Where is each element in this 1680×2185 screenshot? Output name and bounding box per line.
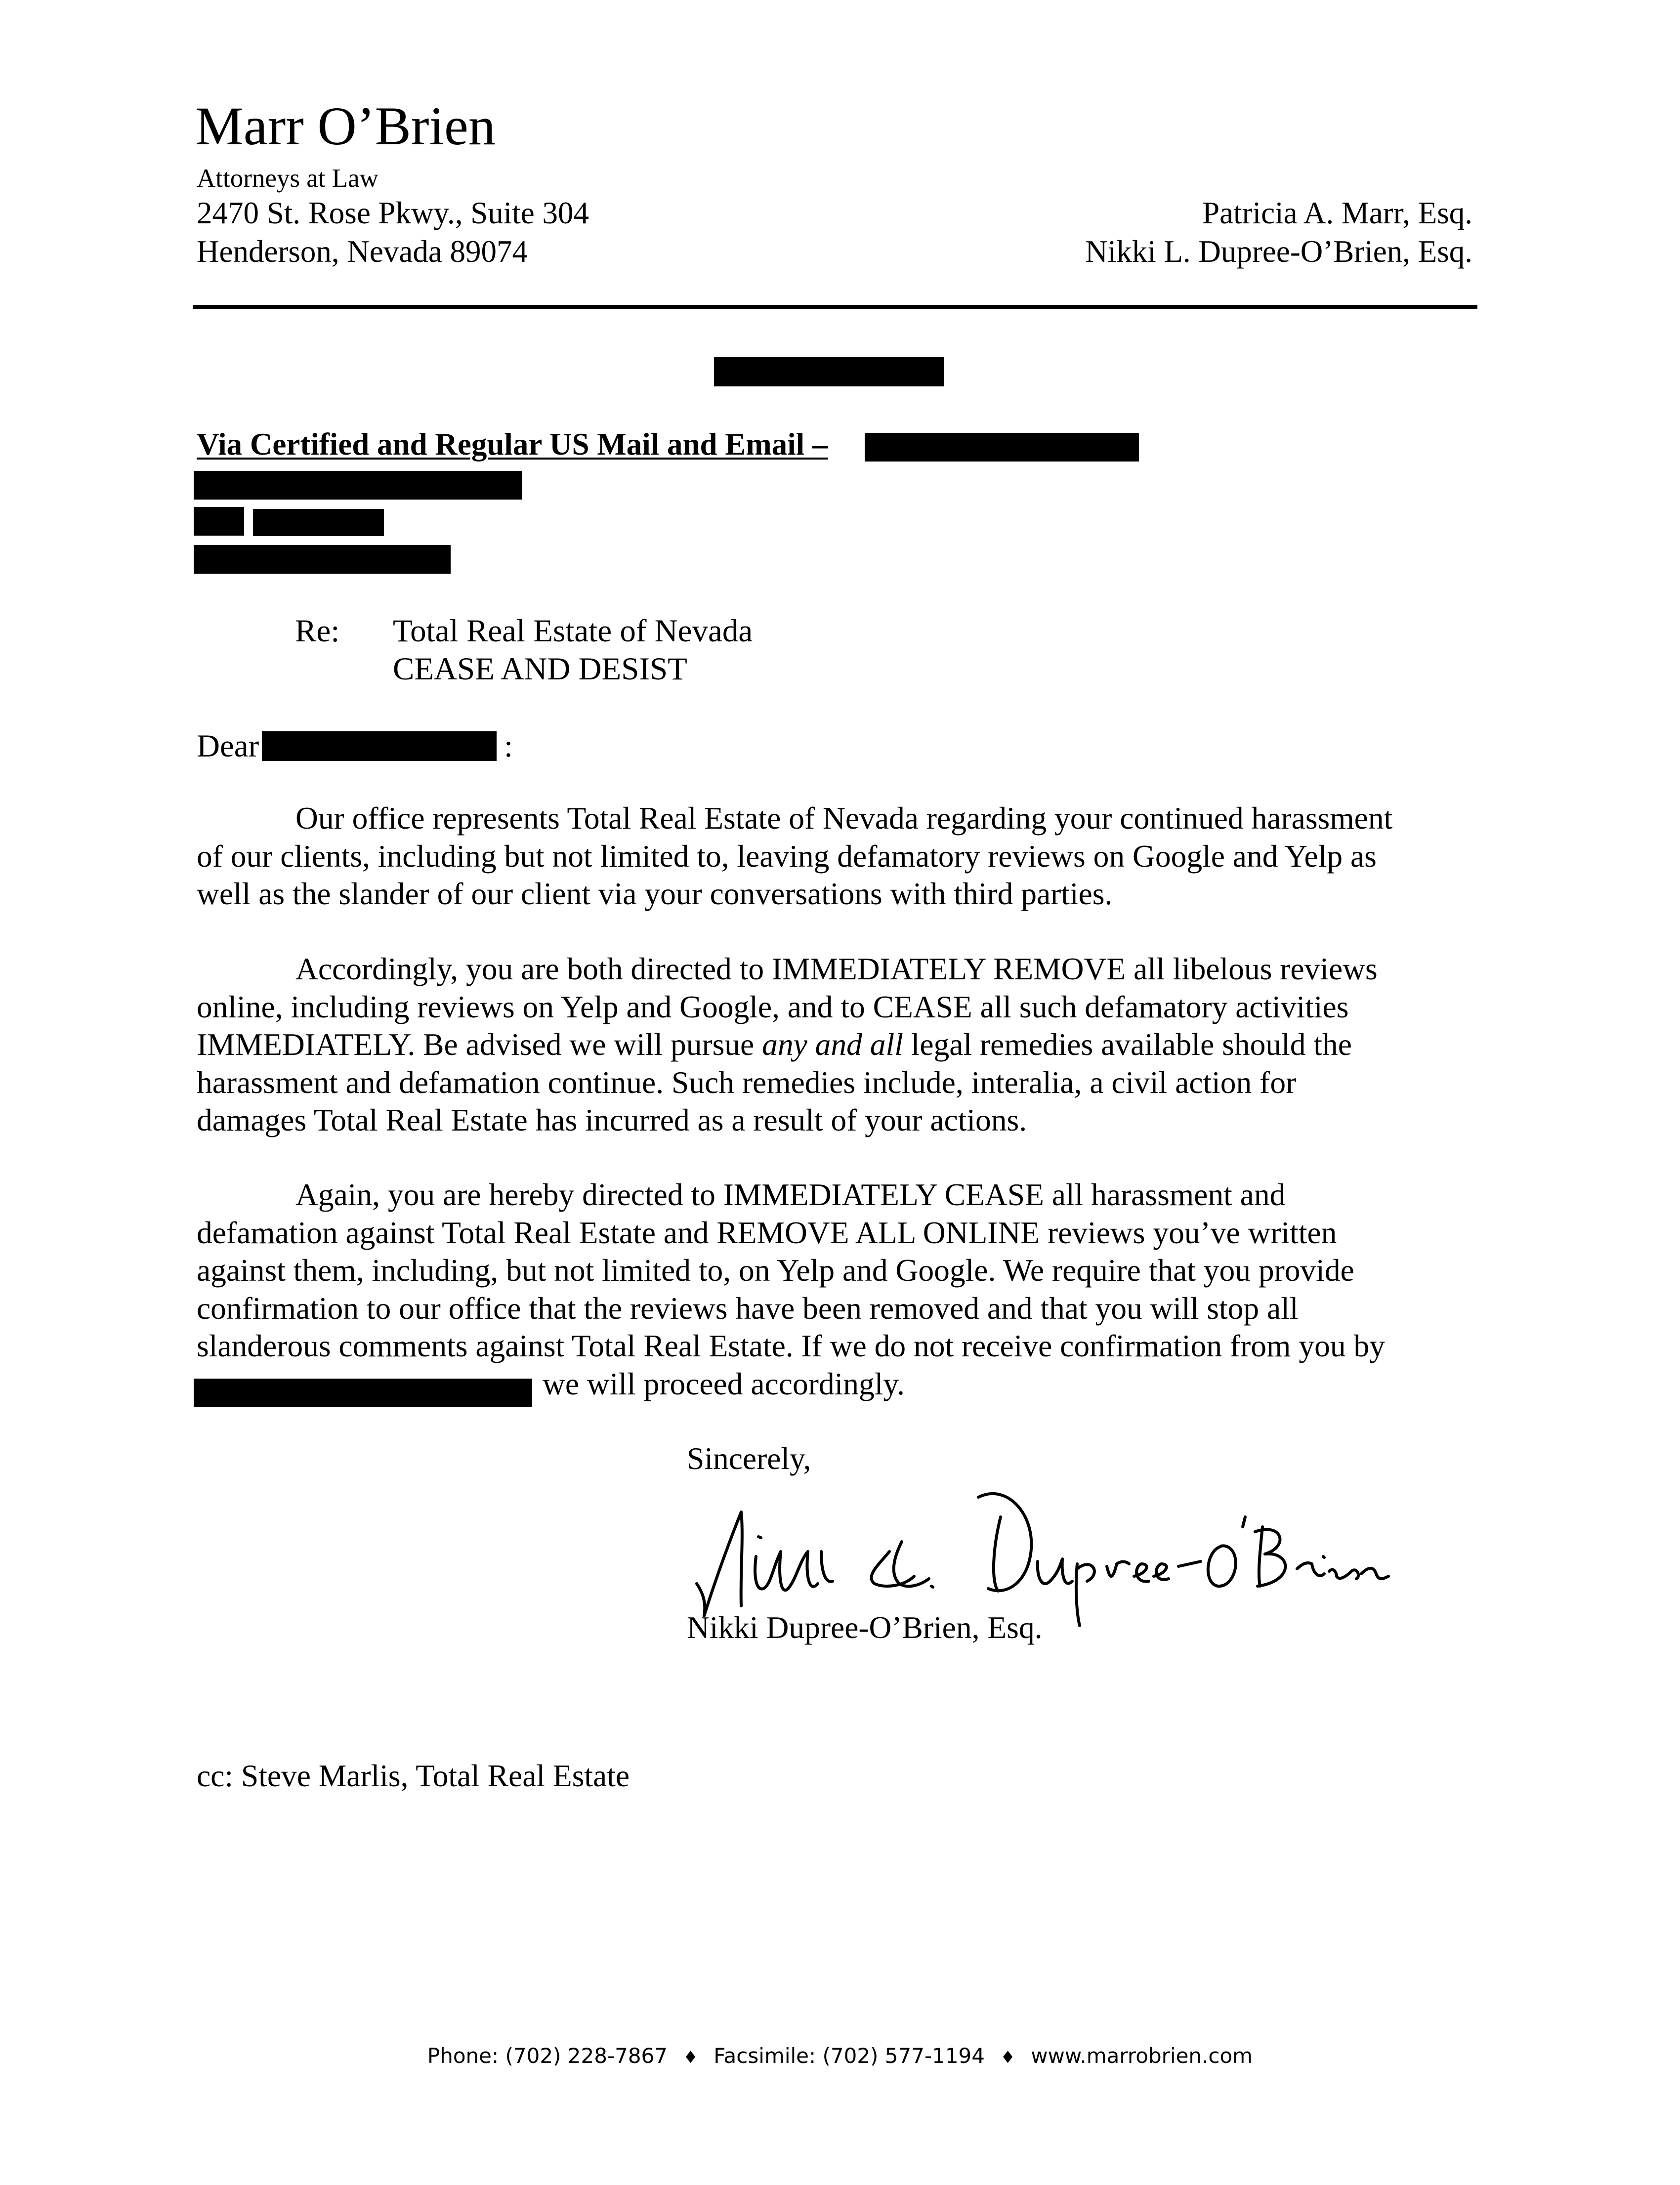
paragraph-3-line-1: Again, you are hereby directed to IMMEDIATELY CEASE all harassment and (295, 1177, 1286, 1212)
firm-name: Marr O’Brien (195, 96, 496, 156)
redacted-city-state (194, 545, 451, 574)
emphasis-any-and-all: any and all (762, 1027, 903, 1062)
footer-website: www.marrobrien.com (1031, 2044, 1253, 2068)
paragraph-2-line-2: online, including reviews on Yelp and Google, and to CEASE all such defamatory activities (197, 989, 1349, 1024)
body-paragraph-3 (197, 1176, 1481, 1403)
redacted-recipient-name (194, 471, 522, 500)
paragraph-3-line-3: against them, including, but not limited to, on Yelp and Google. We require that you provide (197, 1253, 1354, 1288)
redacted-deadline-date (194, 1379, 532, 1407)
paragraph-1-line-1: Our office represents Total Real Estate of Nevada regarding your continued harassment (295, 800, 1393, 836)
diamond-separator-icon: ♦ (683, 2048, 698, 2067)
firm-address-line2: Henderson, Nevada 89074 (197, 234, 528, 269)
paragraph-2-line-4: harassment and defamation continue. Such remedies include, interalia, a civil action for (197, 1064, 1297, 1100)
paragraph-2-line-1: Accordingly, you are both directed to IMMEDIATELY REMOVE all libelous reviews (295, 951, 1378, 986)
subject-line-2: CEASE AND DESIST (393, 651, 687, 687)
subject-label: Re: (295, 613, 340, 649)
attorney-name-2: Nikki L. Dupree-O’Brien, Esq. (1085, 234, 1472, 269)
paragraph-1-line-3: well as the slander of our client via your conversations with third parties. (197, 876, 1113, 911)
footer-fax: Facsimile: (702) 577-1194 (714, 2044, 985, 2068)
diamond-separator-icon: ♦ (1000, 2048, 1015, 2067)
redacted-date (714, 357, 944, 386)
redacted-recipient-salutation (262, 731, 497, 761)
paragraph-3-line-6: we will proceed accordingly. (543, 1366, 905, 1401)
subject-line-1: Total Real Estate of Nevada (393, 613, 753, 649)
letterhead-divider (193, 305, 1477, 309)
salutation-dear: Dear (197, 728, 259, 764)
paragraph-2-line-3-start: IMMEDIATELY. Be advised we will pursue (197, 1027, 762, 1062)
closing-sincerely: Sincerely, (687, 1441, 811, 1476)
paragraph-2-line-3-end: legal remedies available should the (903, 1027, 1352, 1062)
attorney-name-1: Patricia A. Marr, Esq. (1202, 196, 1472, 230)
salutation-colon: : (504, 728, 513, 764)
redacted-address-street (253, 509, 384, 536)
firm-subtitle: Attorneys at Law (197, 164, 378, 193)
paragraph-1-line-2: of our clients, including but not limited to, leaving defamatory reviews on Google and Yelp as (197, 838, 1377, 874)
signer-name: Nikki Dupree-O’Brien, Esq. (687, 1610, 1043, 1645)
redacted-address-number (194, 507, 244, 536)
delivery-method: Via Certified and Regular US Mail and Email – (197, 427, 828, 462)
paragraph-2-line-3 (197, 1026, 1481, 1064)
cc-line: cc: Steve Marlis, Total Real Estate (197, 1758, 630, 1793)
footer-contact (0, 2046, 1680, 2066)
body-paragraph-2 (197, 950, 1481, 1139)
paragraph-3-line-5: slanderous comments against Total Real Estate. If we do not receive confirmation from you by (197, 1328, 1385, 1363)
firm-address-line1: 2470 St. Rose Pkwy., Suite 304 (197, 196, 589, 230)
paragraph-3-line-2: defamation against Total Real Estate and REMOVE ALL ONLINE reviews you’ve written (197, 1215, 1337, 1250)
footer-phone: Phone: (702) 228-7867 (427, 2044, 668, 2068)
paragraph-2-line-5: damages Total Real Estate has incurred as a result of your actions. (197, 1102, 1027, 1137)
paragraph-3-line-4: confirmation to our office that the reviews have been removed and that you will stop all (197, 1290, 1299, 1326)
redacted-email (865, 433, 1139, 462)
body-paragraph-1 (197, 799, 1481, 913)
